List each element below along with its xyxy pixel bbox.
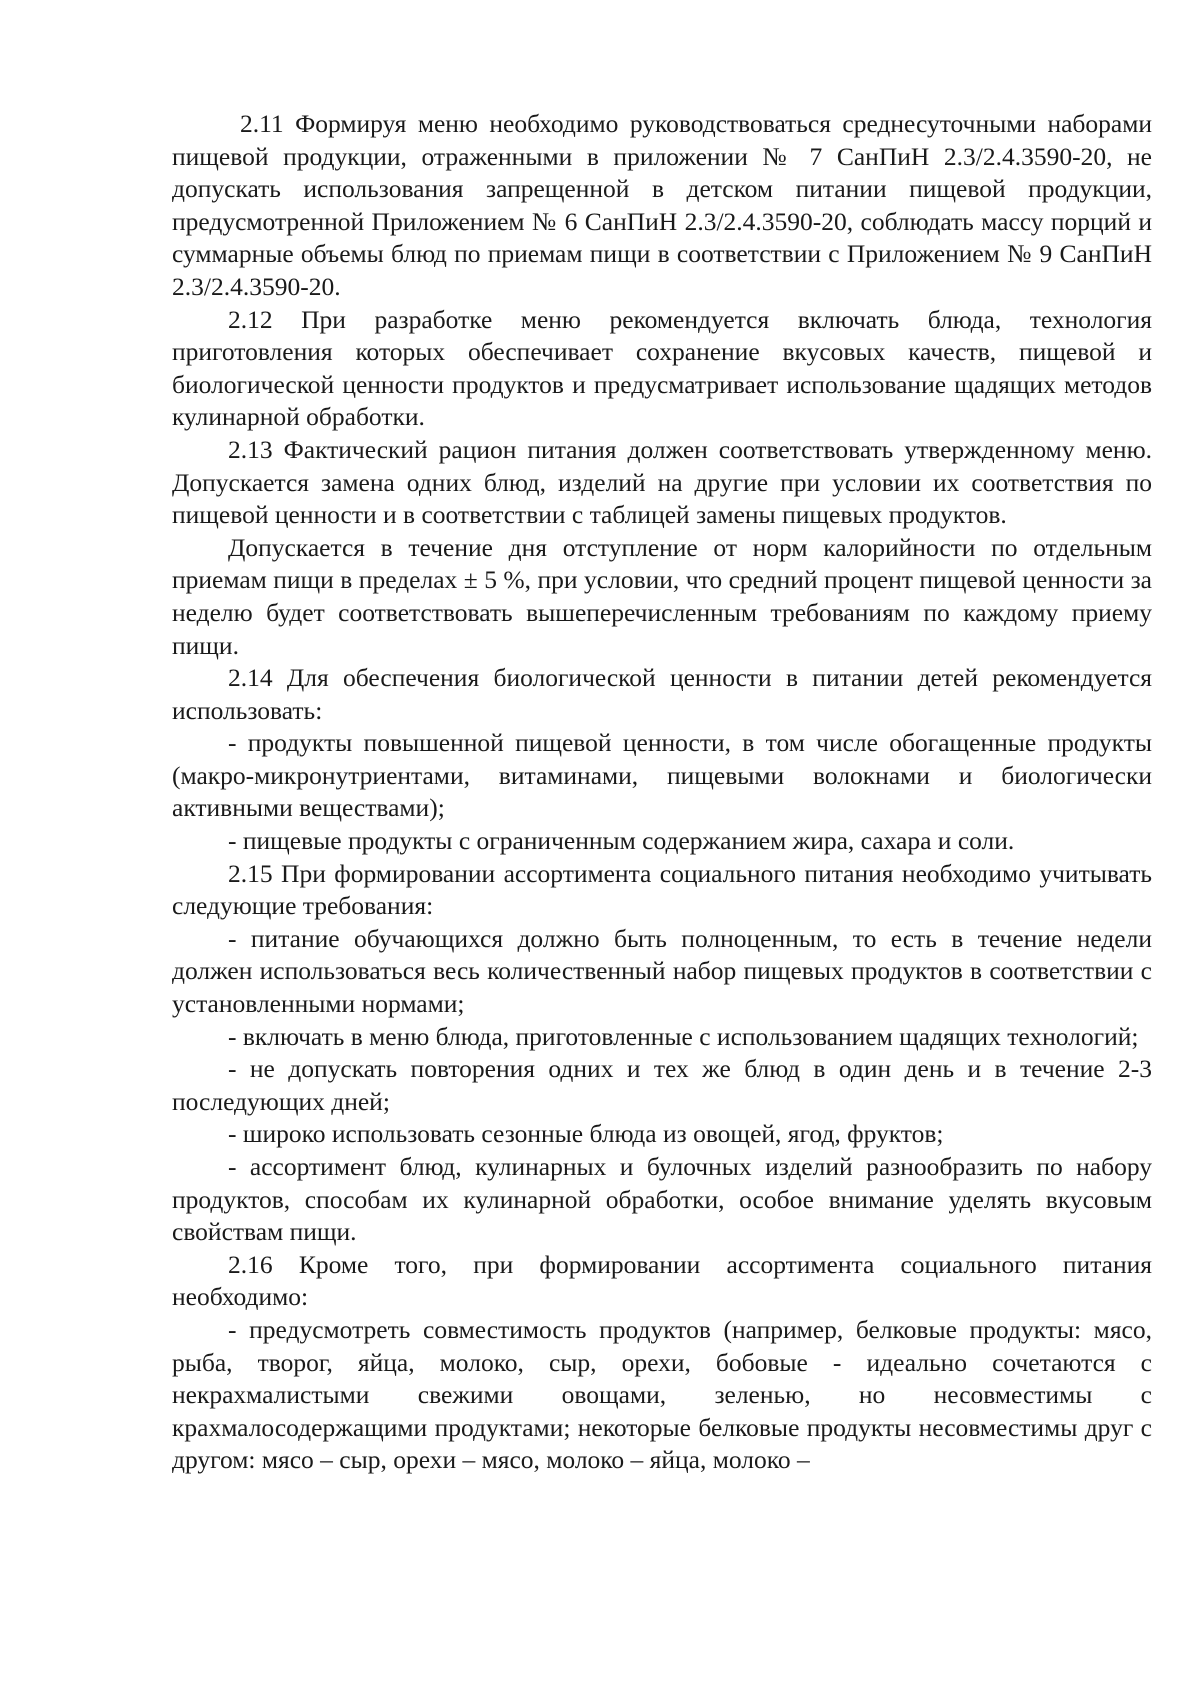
list-item-limited-fat-sugar-salt: - пищевые продукты с ограниченным содержанием жира, сахара и соли.	[228, 826, 1015, 856]
paragraph-2-12: 2.12 При разработке меню рекомендуется включать блюда, технология приготовления которых обеспечивает сохранение вкусовых качеств, пищевой и биологической ценности продуктов и предусматривает использование щадящих методов кулинарной обработки.	[172, 304, 1152, 432]
list-item-no-repetition: - не допускать повторения одних и тех же блюд в один день и в течение 2-3 последующих дней;	[172, 1054, 1152, 1116]
list-item-seasonal-dishes: - широко использовать сезонные блюда из овощей, ягод, фруктов;	[228, 1119, 944, 1149]
list-item-enriched-products: - продукты повышенной пищевой ценности, в том числе обогащенные продукты (макро-микронутриентами, витаминами, пищевыми волокнами и биологически активными веществами);	[172, 728, 1152, 823]
list-item-complete-nutrition: - питание обучающихся должно быть полноценным, то есть в течение недели должен использоваться весь количественный набор пищевых продуктов в соответствии с установленными нормами;	[172, 923, 1152, 1019]
paragraph-2-11: 2.11 Формируя меню необходимо руководствоваться среднесуточными наборами пищевой продукции, отраженными в приложении № 7 СанПиН 2.3/2.4.3590-20, не допускать использования запрещенной в детском питании пищевой продукции, предусмотренной Приложением № 6 СанПиН 2.3/2.4.3590-20, соблюдать массу порций и суммарные объемы блюд по приемам пищи в соответствии с Приложением № 9 СанПиН 2.3/2.4.3590-20.	[172, 109, 1152, 301]
paragraph-calorie-deviation: Допускается в течение дня отступление от норм калорийности по отдельным приемам пищи в пределах ± 5 %, при условии, что средний процент пищевой ценности за неделю будет соответствовать вышеперечисленным требованиям по каждому приему пищи.	[172, 532, 1152, 660]
paragraph-2-13: 2.13 Фактический рацион питания должен соответствовать утвержденному меню. Допускается замена одних блюд, изделий на другие при условии их соответствия по пищевой ценности и в соответствии с таблицей замены пищевых продуктов.	[172, 434, 1152, 530]
paragraph-2-14: 2.14 Для обеспечения биологической ценности в питании детей рекомендуется использовать:	[172, 663, 1152, 725]
list-item-product-compatibility: - предусмотреть совместимость продуктов (например, белковые продукты: мясо, рыба, творог, яйца, молоко, сыр, орехи, бобовые - идеально сочетаются с некрахмалистыми свежими овощами, зеленью, но несовместимы с крахмалосодержащими продуктами; некоторые белковые продукты несовместимы друг с другом: мясо – сыр, орехи – мясо, молоко – яйца, молоко –	[172, 1314, 1152, 1475]
document-page	[172, 108, 1152, 1477]
paragraph-2-15: 2.15 При формировании ассортимента социального питания необходимо учитывать следующие требования:	[172, 858, 1152, 921]
list-item-gentle-technologies: - включать в меню блюда, приготовленные с использованием щадящих технологий;	[228, 1021, 1139, 1051]
paragraph-2-16: 2.16 Кроме того, при формировании ассортимента социального питания необходимо:	[172, 1249, 1152, 1312]
list-item-diversify-assortment: - ассортимент блюд, кулинарных и булочных изделий разнообразить по набору продуктов, способам их кулинарной обработки, особое внимание уделять вкусовым свойствам пищи.	[172, 1152, 1152, 1247]
